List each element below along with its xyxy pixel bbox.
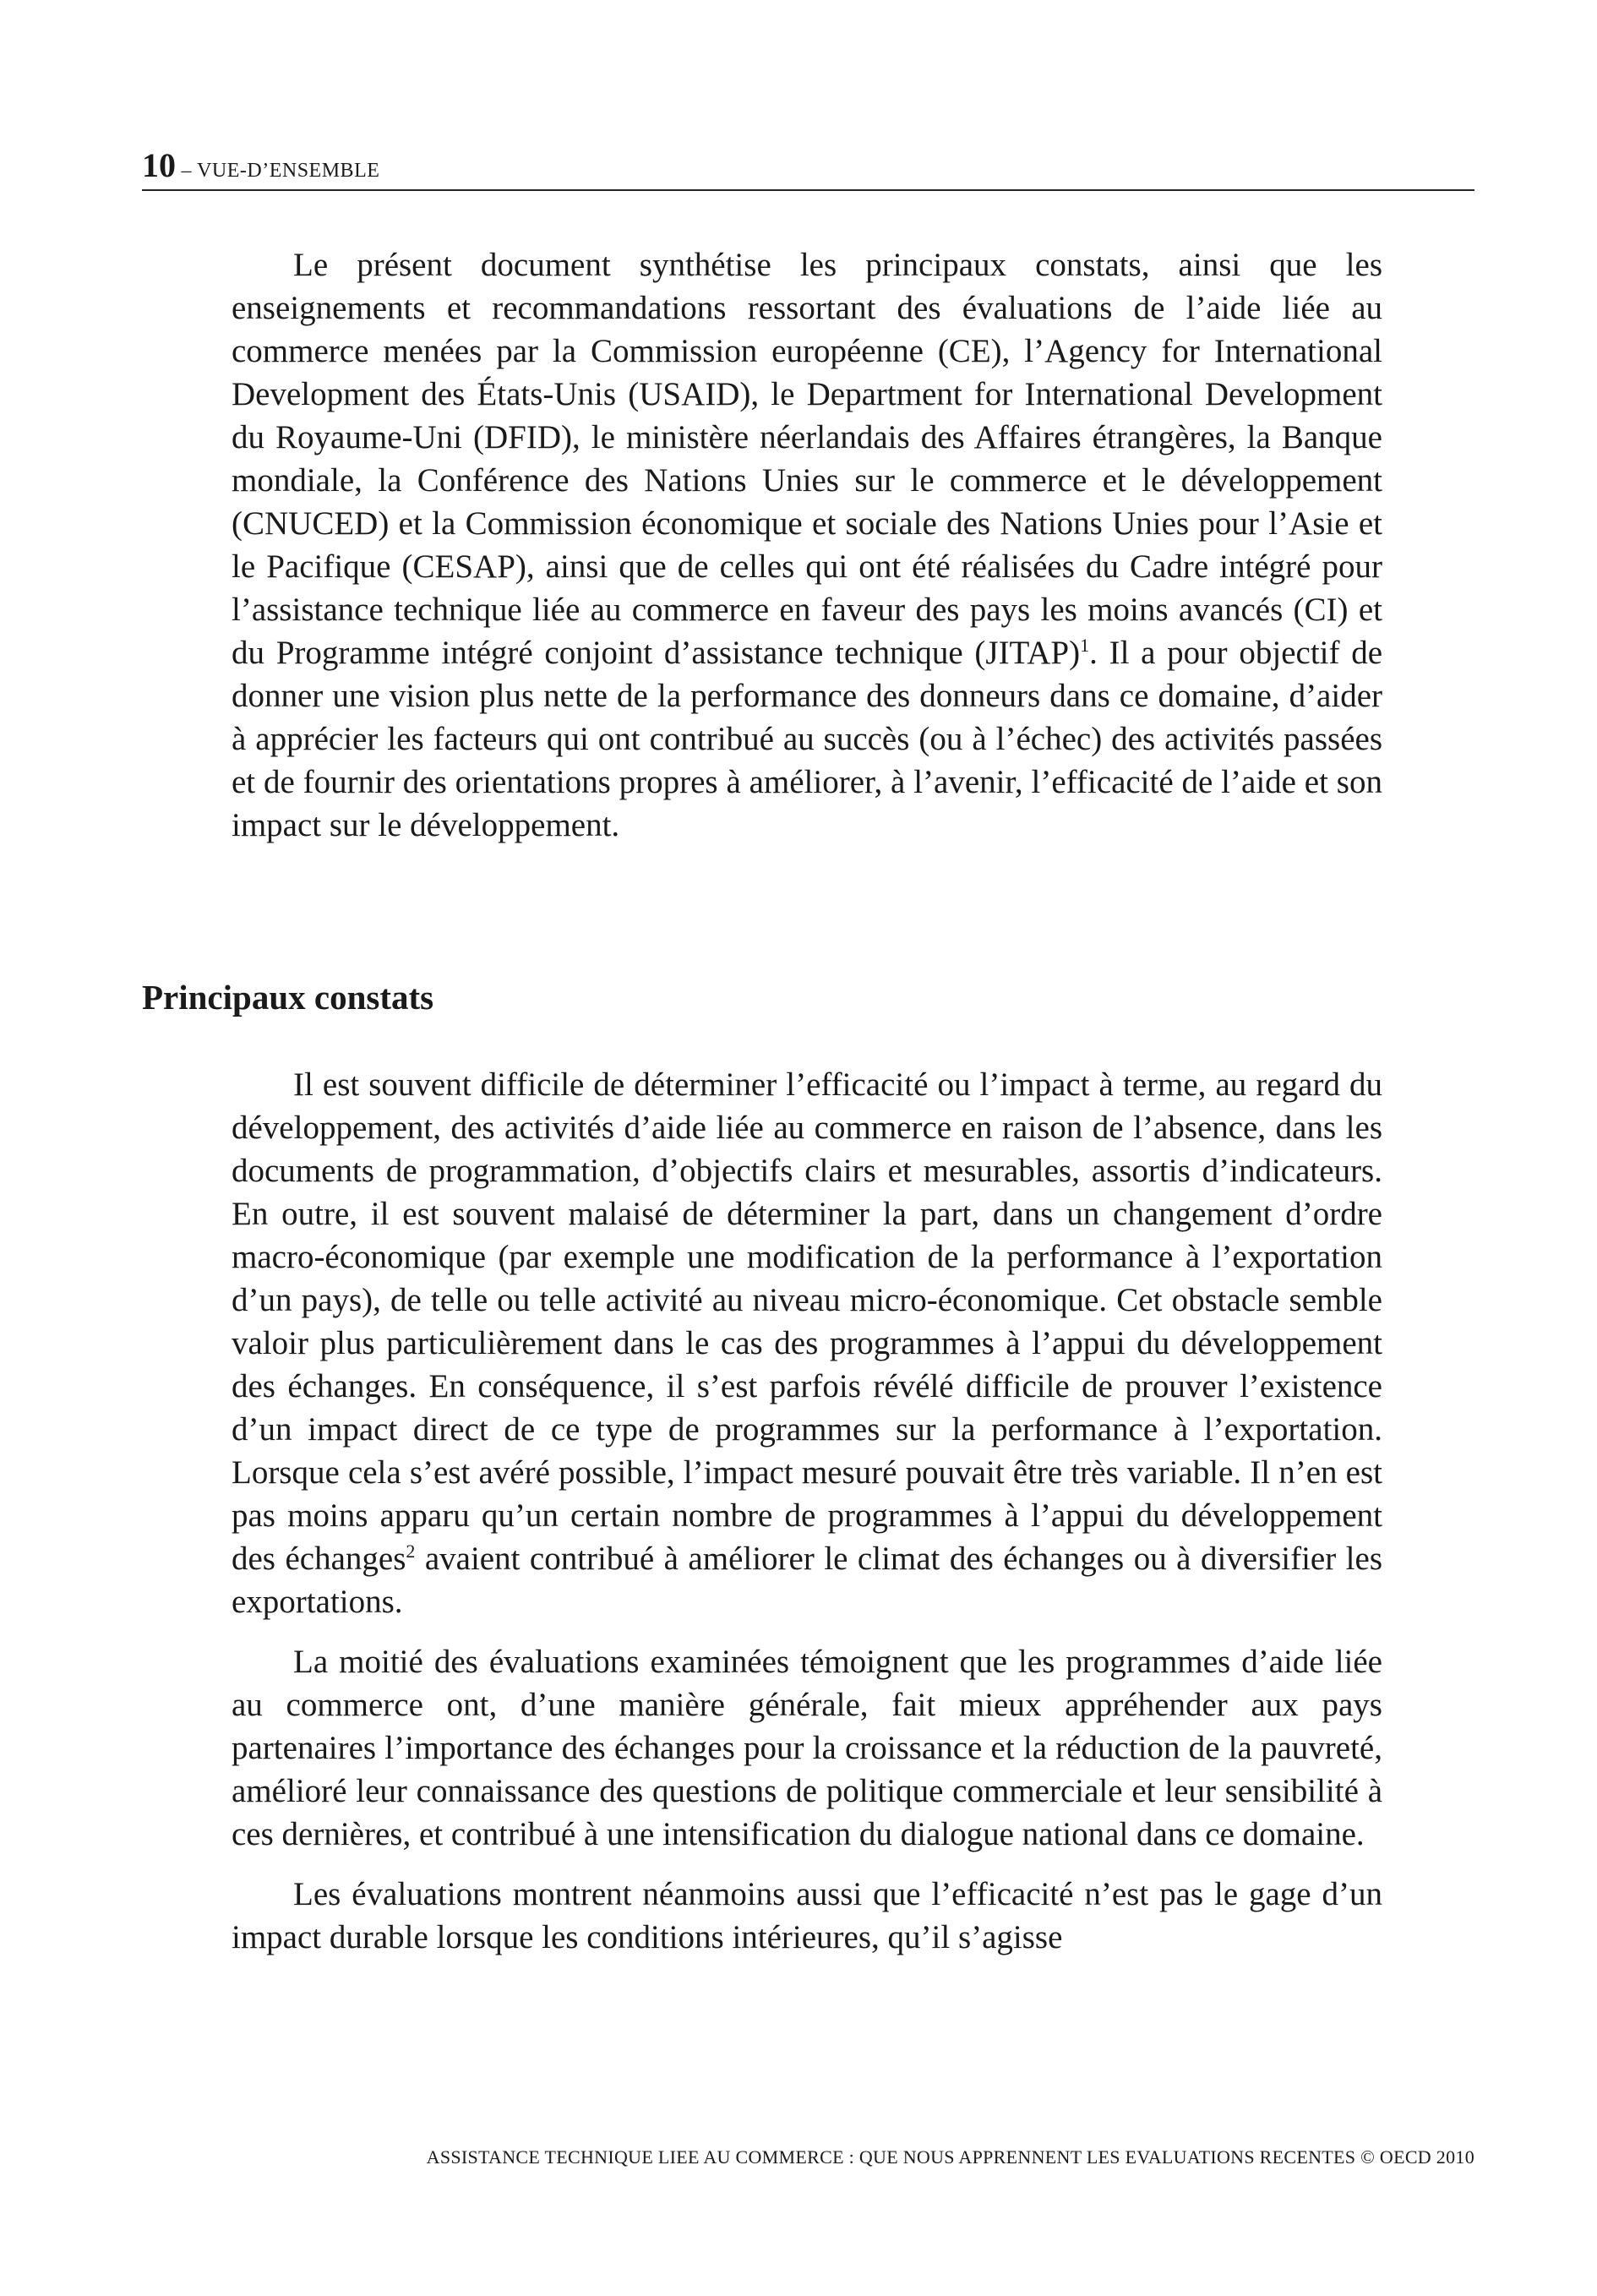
- footnote-ref-2[interactable]: 2: [406, 1541, 416, 1562]
- header-separator: –: [176, 160, 198, 182]
- findings-p1-part2: avaient contribué à améliorer le climat des échanges ou à diversifier les exportations.: [232, 1541, 1382, 1620]
- page-number: 10: [142, 146, 176, 184]
- section-heading: Principaux constats: [142, 978, 434, 1017]
- findings-paragraph-2: La moitié des évaluations examinées témoignent que les programmes d’aide liée au commerce ont, d’une manière générale, fait mieux appréhender aux pays partenaires l’importance des échanges pour la croissance et la réduction de la pauvreté, amélioré leur connaissance des questions de politique commerciale et leur sensibilité à ces dernières, et contribué à une intensification du dialogue national dans ce domaine.: [232, 1644, 1382, 1852]
- findings-paragraph-1: [232, 1063, 1382, 1623]
- page-footer: ASSISTANCE TECHNIQUE LIEE AU COMMERCE : QUE NOUS APPRENNENT LES EVALUATIONS RECENTES © OECD 2010: [426, 2146, 1474, 2168]
- intro-text-part1: Le présent document synthétise les principaux constats, ainsi que les enseignements et recommandations ressortant des évaluations de l’aide liée au commerce menées par la Commission européenne (CE), l’Agency for International Development des États-Unis (USAID), le Department for International Development du Royaume-Uni (DFID), le ministère néerlandais des Affaires étrangères, la Banque mondiale, la Conférence des Nations Unies sur le commerce et le développement (CNUCED) et la Commission économique et sociale des Nations Unies pour l’Asie et le Pacifique (CESAP), ainsi que de celles qui ont été réalisées du Cadre intégré pour l’assistance technique liée au commerce en faveur des pays les moins avancés (CI) et du Programme intégré conjoint d’assistance technique (JITAP): [232, 247, 1382, 671]
- footnote-ref-1[interactable]: 1: [1080, 635, 1090, 656]
- page-header: [142, 142, 1474, 191]
- section-body: [232, 1063, 1382, 1959]
- intro-block: [232, 243, 1382, 847]
- findings-paragraph-3: Les évaluations montrent néanmoins aussi que l’efficacité n’est pas le gage d’un impact durable lorsque les conditions intérieures, qu’il s’agisse: [232, 1876, 1382, 1955]
- header-section-label: VUE-D’ENSEMBLE: [197, 160, 380, 182]
- intro-paragraph: [232, 243, 1382, 847]
- findings-p1-part1: Il est souvent difficile de déterminer l’efficacité ou l’impact à terme, au regard du développement, des activités d’aide liée au commerce en raison de l’absence, dans les documents de programmation, d’objectifs clairs et mesurables, assortis d’indicateurs. En outre, il est souvent malaisé de déterminer la part, dans un changement d’ordre macro-économique (par exemple une modification de la performance à l’exportation d’un pays), de telle ou telle activité au niveau micro-économique. Cet obstacle semble valoir plus particulièrement dans le cas des programmes à l’appui du développement des échanges. En conséquence, il s’est parfois révélé difficile de prouver l’existence d’un impact direct de ce type de programmes sur la performance à l’exportation. Lorsque cela s’est avéré possible, l’impact mesuré pouvait être très variable. Il n’en est pas moins apparu qu’un certain nombre de programmes à l’appui du développement des échanges: [232, 1066, 1382, 1577]
- intro-text-part2: . Il a pour objectif de donner une vision plus nette de la performance des donneurs dans ce domaine, d’aider à apprécier les facteurs qui ont contribué au succès (ou à l’échec) des activités passées et de fournir des orientations propres à améliorer, à l’avenir, l’efficacité de l’aide et son impact sur le développement.: [232, 635, 1383, 843]
